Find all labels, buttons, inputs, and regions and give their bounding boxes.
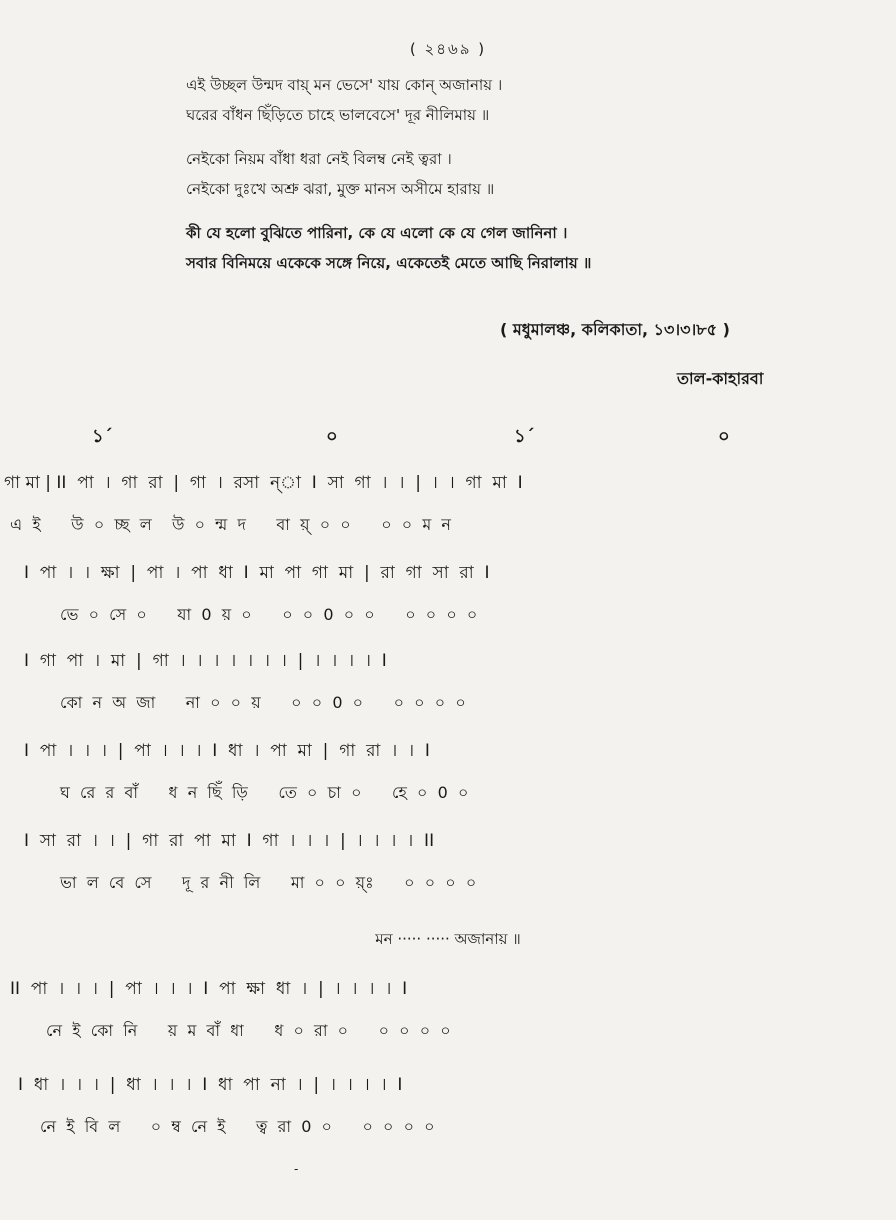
page-number: ( ২৪৬৯ ) — [409, 40, 487, 58]
lyrics-block — [186, 70, 826, 292]
notation-notes: I পা । । । | পা । । । I ধা । পা মা | গা রা । । I — [24, 741, 430, 761]
beat-marker: ০ — [326, 426, 338, 447]
notation-syllables: ভে ০ সে ০ যা 0 য় ০ ০ ০ 0 ০ ০ ০ ০ ০ ০ — [60, 605, 478, 624]
lyric-line: এই উচ্ছল উন্মদ বায়্ মন ভেসে' যায় কোন্ অজানায় । — [186, 76, 503, 94]
lyric-line: নেইকো দুঃখে অশ্রু ঝরা, মুক্ত মানস অসীমে হারায় ॥ — [186, 180, 495, 198]
refrain-line: মন ····· ····· অজানায় ॥ — [375, 930, 521, 948]
lyric-line: সবার বিনিময়ে একেকে সঙ্গে নিয়ে, একেতেই মেতে আছি নিরালায় ॥ — [186, 254, 592, 272]
notation-notes: গা মা | II পা । গা রা | গা । রসা ন্া I সা গা । । | । । গা মা I — [4, 473, 523, 493]
notation-notes: I পা । । ক্ষা | পা । পা ধা I মা পা গা মা | রা গা সা রা I — [24, 563, 490, 583]
tala-label: তাল-কাহারবা — [677, 369, 764, 388]
notation-syllables: ভা ল বে সে দূ র নী লি মা ০ ০ য়্ঃ ০ ০ ০ ০ — [60, 873, 477, 892]
lyric-line: নেইকো নিয়ম বাঁধা ধরা নেই বিলম্ব নেই ত্বরা । — [186, 150, 452, 168]
beat-marker: ১´ — [514, 426, 535, 447]
source-note: ( মধুমালঞ্চ, কলিকাতা, ১৩।৩।৮৫ ) — [500, 320, 730, 339]
beat-marker: ০ — [718, 426, 730, 447]
notation-syllables: এ ই উ ০ চ্ছ ল উ ০ ন্ম দ বা য়্ ০ ০ ০ ০ ম ন — [10, 515, 451, 534]
trailing-mark: - — [294, 1162, 299, 1176]
notation-notes: I ধা । । । | ধা । । । I ধা পা না । | । । । । I — [18, 1075, 403, 1095]
beat-marker: ১´ — [92, 426, 113, 447]
notation-notes: I গা পা । মা | গা । । । । । । । | । । । । I — [24, 651, 387, 671]
notation-syllables: ঘ রে র বাঁ ধ ন ছিঁ ড়ি তে ০ চা ০ হে ০ 0 ০ — [60, 783, 469, 802]
lyric-line: ঘরের বাঁধন ছিঁড়িতে চাহে ভালবেসে' দূর নীলিমায় ॥ — [186, 106, 490, 124]
notation-notes: I সা রা । । | গা রা পা মা I গা । । । | । । । । II — [24, 831, 435, 851]
stanza — [186, 70, 826, 130]
lyric-line: কী যে হলো বুঝিতে পারিনা, কে যে এলো কে যে গেল জানিনা । — [186, 224, 568, 242]
stanza — [186, 144, 826, 204]
notation-syllables: নে ই বি ল ০ ম্ব নে ই ত্ব রা 0 ০ ০ ০ ০ ০ — [40, 1117, 435, 1136]
notation-syllables: নে ই কো নি য় ম বাঁ ধা ধ ০ রা ০ ০ ০ ০ ০ — [46, 1021, 451, 1040]
stanza — [186, 218, 826, 278]
notation-notes: II পা । । । | পা । । । I পা ক্ষা ধা । | । । । । I — [10, 979, 408, 999]
notation-syllables: কো ন অ জা না ০ ০ য় ০ ০ 0 ০ ০ ০ ০ ০ — [60, 693, 466, 712]
